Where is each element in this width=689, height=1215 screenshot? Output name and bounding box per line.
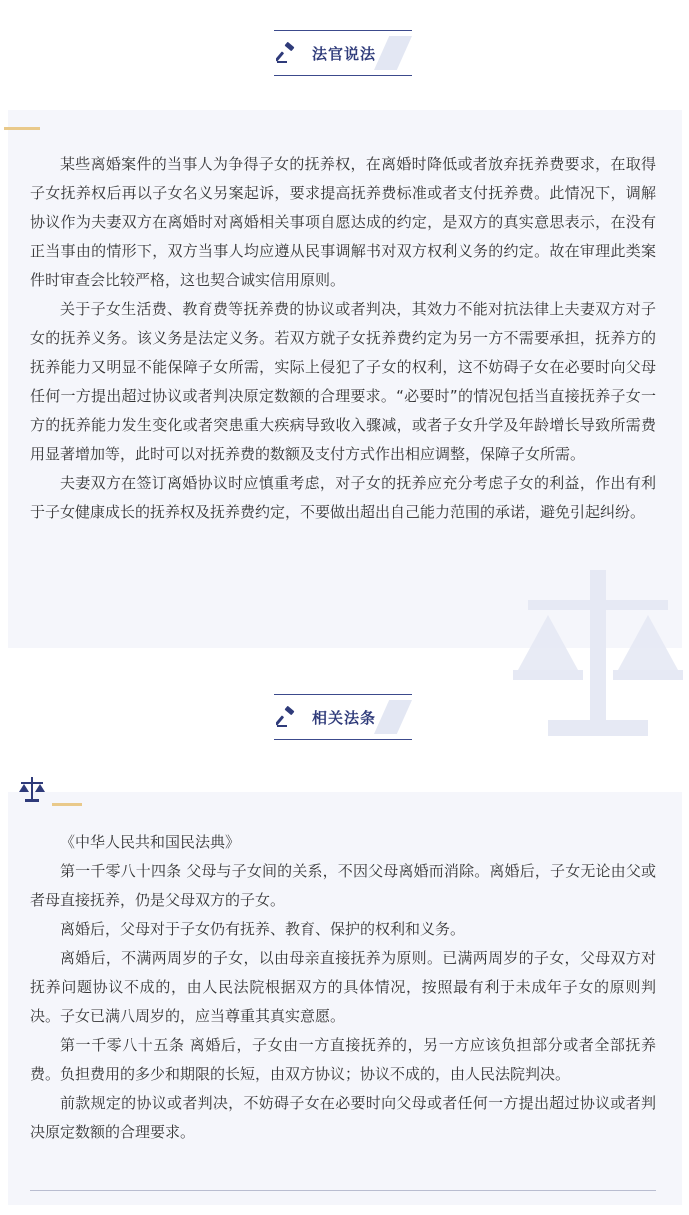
header-tab-shape — [374, 36, 412, 70]
header-top-line — [274, 30, 412, 31]
section-header-related-law — [274, 694, 412, 740]
header-tab-shape — [374, 700, 412, 734]
paragraph: 前款规定的协议或者判决，不妨碍子女在必要时向父母或者任何一方提出超过协议或者判决原定数额的合理要求。 — [30, 1094, 656, 1141]
header-bottom-line — [274, 75, 412, 76]
paragraph: 离婚后，不满两周岁的子女，以由母亲直接抚养为原则。已满两周岁的子女，父母双方对抚养问题协议不成的，由人民法院根据双方的具体情况，按照最有利于未成年子女的原则判决。子女已满八周岁的，应当尊重其真实意愿。 — [30, 949, 656, 1025]
section-title: 相关法条 — [312, 709, 377, 727]
scales-icon — [16, 774, 48, 806]
gavel-icon — [276, 41, 300, 65]
scales-watermark — [508, 560, 688, 750]
header-bottom-line — [274, 739, 412, 740]
bottom-divider — [30, 1190, 656, 1191]
paragraph: 关于子女生活费、教育费等抚养费的协议或者判决，其效力不能对抗法律上夫妻双方对子女的抚养义务。该义务是法定义务。若双方就子女抚养费约定为另一方不需要承担，抚养方的抚养能力又明显不能保障子女所需，实际上侵犯了子女的权利，这不妨碍子女在必要时向父母任何一方提出超过协议或者判决原定数额的合理要求。“必要时”的情况包括当直接抚养子女一方的抚养能力发生变化或者突患重大疾病导致收入骤减，或者子女升学及年龄增长导致所需费用显著增加等，此时可以对抚养费的数额及支付方式作出相应调整，保障子女所需。 — [30, 300, 656, 463]
header-top-line — [274, 694, 412, 695]
paragraph: 某些离婚案件的当事人为争得子女的抚养权，在离婚时降低或者放弃抚养费要求，在取得子女抚养权后再以子女名义另案起诉，要求提高抚养费标准或者支付抚养费。此情况下，调解协议作为夫妻双方在离婚时对离婚相关事项自愿达成的约定，是双方的真实意思表示，在没有正当事由的情形下，双方当事人均应遵从民事调解书对双方权利义务的约定。故在审理此类案件时审查会比较严格，这也契合诚实信用原则。 — [30, 155, 656, 289]
gavel-icon — [276, 705, 300, 729]
paragraph: 《中华人民共和国民法典》 — [60, 833, 241, 851]
law-text — [30, 828, 656, 1147]
gold-accent-dash — [4, 127, 40, 130]
section-title: 法官说法 — [312, 45, 377, 63]
paragraph: 第一千零八十五条 离婚后，子女由一方直接抚养的，另一方应该负担部分或者全部抚养费。负担费用的多少和期限的长短，由双方协议；协议不成的，由人民法院判决。 — [30, 1036, 656, 1083]
paragraph: 夫妻双方在签订离婚协议时应慎重考虑，对子女的抚养应充分考虑子女的利益，作出有利于子女健康成长的抚养权及抚养费约定，不要做出超出自己能力范围的承诺，避免引起纠纷。 — [30, 474, 656, 521]
commentary-text — [30, 150, 656, 527]
paragraph: 离婚后，父母对于子女仍有抚养、教育、保护的权利和义务。 — [60, 920, 466, 938]
gold-accent-dash — [52, 803, 82, 806]
paragraph: 第一千零八十四条 父母与子女间的关系，不因父母离婚而消除。离婚后，子女无论由父或者母直接抚养，仍是父母双方的子女。 — [30, 862, 656, 909]
section-header-judge-says — [274, 30, 412, 76]
